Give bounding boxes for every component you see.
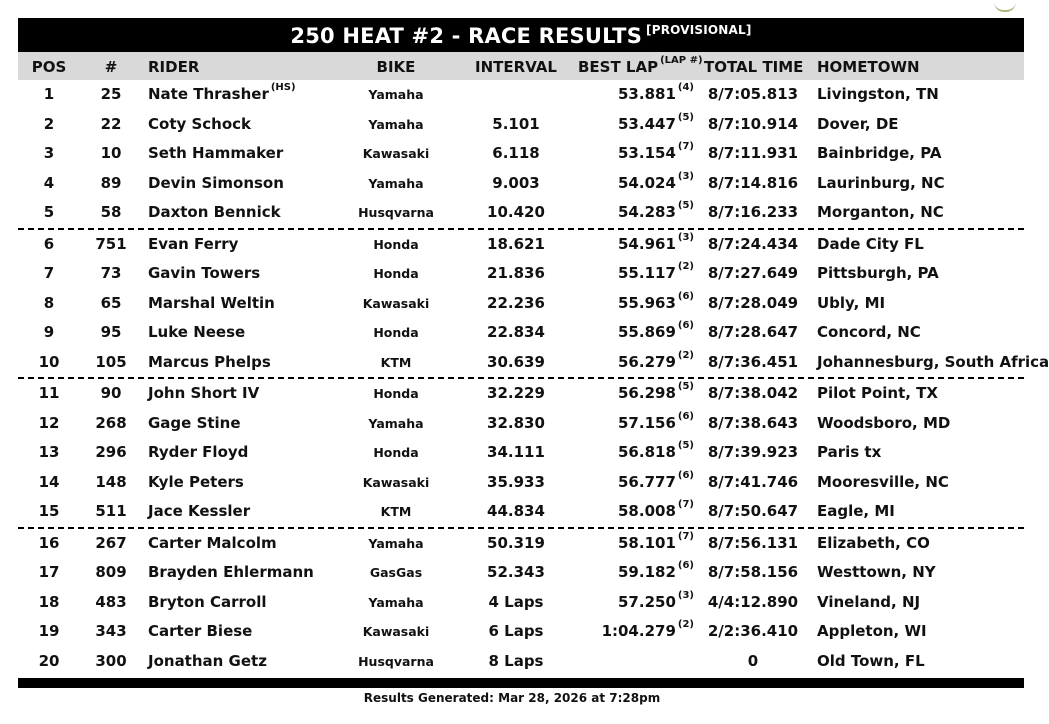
cell-interval: 22.834 xyxy=(487,323,545,341)
lap-number: (5) xyxy=(677,200,694,211)
cell-hometown: Elizabeth, CO xyxy=(817,533,930,552)
results-generated-footer: Results Generated: Mar 28, 2026 at 7:28pm xyxy=(363,691,661,705)
cell-hometown: Eagle, MI xyxy=(817,502,895,520)
lap-number: (6) xyxy=(677,320,694,331)
cell-number: 89 xyxy=(100,173,122,192)
cell-bike: KTM xyxy=(380,354,412,370)
cell-total-time: 4/4:12.890 xyxy=(707,592,799,611)
cell-interval: 34.111 xyxy=(487,443,545,461)
header-rider: RIDER xyxy=(148,58,200,76)
cell-hometown: Dade City FL xyxy=(817,234,924,253)
cell-rider: Jonathan Getz xyxy=(148,651,267,670)
cell-best-lap: 54.024 $^{(3)}$ xyxy=(618,170,694,192)
cell-total-time: 8/7:10.914 xyxy=(707,114,799,133)
table-row xyxy=(18,80,1024,110)
cell-rider: Brayden Ehlermann xyxy=(148,563,314,581)
cell-best-lap: 54.961 $^{(3)}$ xyxy=(618,231,694,253)
cell-interval: 52.343 xyxy=(487,563,545,581)
cell-total-time: 8/7:38.042 xyxy=(707,384,799,402)
cell-bike: Honda xyxy=(373,236,419,252)
cell-bike: Yamaha xyxy=(368,87,424,102)
cell-best-lap: 54.283 $^{(5)}$ xyxy=(618,200,694,221)
cell-interval: 32.229 xyxy=(487,384,545,402)
table-row xyxy=(18,527,1024,559)
cell-hometown: Mooresville, NC xyxy=(817,472,949,491)
rider-tag: (HS) xyxy=(270,82,296,93)
cell-total-time: 8/7:28.049 xyxy=(707,293,799,312)
cell-pos: 19 xyxy=(38,622,60,640)
cell-hometown: Ubly, MI xyxy=(817,293,886,312)
cell-bike: Kawasaki xyxy=(362,624,430,639)
cell-number: 105 xyxy=(95,352,127,371)
cell-bike: Yamaha xyxy=(368,415,424,431)
lap-number: (4) xyxy=(677,82,694,93)
cell-rider: Marshal Weltin xyxy=(148,293,275,312)
cell-interval: 30.639 xyxy=(487,352,545,371)
provisional-tag: [PROVISIONAL] xyxy=(646,23,752,37)
cell-best-lap: 59.182 $^{(6)}$ xyxy=(618,560,694,581)
cell-best-lap: 56.818 $^{(5)}$ xyxy=(618,440,694,461)
table-row xyxy=(18,497,1024,527)
cell-total-time: 8/7:14.816 xyxy=(707,173,799,192)
lap-number: (7) xyxy=(677,499,694,510)
cell-best-lap: 56.279 $^{(2)}$ xyxy=(618,349,694,371)
cell-interval: 18.621 xyxy=(487,234,545,253)
table-row xyxy=(18,617,1024,647)
cell-number: 267 xyxy=(95,533,127,552)
table-row xyxy=(18,139,1024,169)
cell-rider: Carter Malcolm xyxy=(148,533,277,552)
cell-total-time: 8/7:36.451 xyxy=(707,352,799,371)
table-header xyxy=(18,52,1024,80)
header-pos: POS xyxy=(31,58,67,76)
cell-total-time: 8/7:41.746 xyxy=(707,472,799,491)
cell-hometown: Laurinburg, NC xyxy=(817,173,945,192)
header-total-time: TOTAL TIME xyxy=(704,58,804,76)
table-row xyxy=(18,318,1024,348)
lap-number: (7) xyxy=(677,141,694,152)
cell-number: 511 xyxy=(95,502,127,520)
cell-pos: 4 xyxy=(43,173,55,192)
table-row xyxy=(18,468,1024,498)
lap-number: (3) xyxy=(677,231,694,243)
cell-rider: Coty Schock xyxy=(148,114,252,133)
cell-number: 10 xyxy=(100,144,122,162)
cell-bike: KTM xyxy=(380,504,412,519)
cell-hometown: Morganton, NC xyxy=(817,203,944,221)
table-row xyxy=(18,348,1049,378)
cell-bike: Kawasaki xyxy=(362,474,430,490)
cell-number: 148 xyxy=(95,472,127,491)
cell-pos: 14 xyxy=(38,472,60,491)
cell-number: 268 xyxy=(95,413,127,432)
cell-number: 483 xyxy=(95,592,127,611)
cell-pos: 6 xyxy=(43,234,55,253)
cell-rider: Kyle Peters xyxy=(148,472,244,491)
lap-number: (6) xyxy=(677,290,694,302)
header-best-lap: BEST LAP $^{(LAP \#)}$ xyxy=(578,55,703,76)
header-bike: BIKE xyxy=(376,58,416,76)
table-row xyxy=(18,647,1024,677)
cell-bike: GasGas xyxy=(369,565,423,580)
cell-interval: 35.933 xyxy=(487,472,545,491)
lap-number: (6) xyxy=(677,560,694,571)
cell-best-lap: 56.298 $^{(5)}$ xyxy=(618,381,694,402)
cell-total-time: 8/7:16.233 xyxy=(707,203,799,221)
table-row xyxy=(18,259,1024,289)
cell-interval: 6.118 xyxy=(492,144,540,162)
cell-bike: Yamaha xyxy=(368,116,424,132)
cell-rider: Bryton Carroll xyxy=(148,592,267,611)
cell-pos: 11 xyxy=(38,384,60,402)
cell-pos: 10 xyxy=(38,352,60,371)
cell-interval: 32.830 xyxy=(487,413,545,432)
table-row xyxy=(18,377,1024,409)
cell-number: 25 xyxy=(100,85,122,103)
cell-pos: 5 xyxy=(43,203,55,221)
lap-number: (3) xyxy=(677,170,694,182)
cell-interval: 44.834 xyxy=(487,502,545,520)
cell-number: 22 xyxy=(100,114,122,133)
cell-hometown: Appleton, WI xyxy=(817,622,927,640)
cell-rider: Gage Stine xyxy=(148,413,241,432)
lap-number: (7) xyxy=(677,530,694,542)
cell-hometown: Bainbridge, PA xyxy=(817,144,942,162)
cell-pos: 15 xyxy=(38,502,60,520)
table-row xyxy=(18,169,1024,199)
table-row xyxy=(18,110,1024,140)
cell-pos: 8 xyxy=(43,293,55,312)
cell-best-lap xyxy=(578,652,694,670)
table-row xyxy=(18,198,1024,228)
cell-hometown: Dover, DE xyxy=(817,114,899,133)
bottom-bar xyxy=(18,678,1024,688)
cell-best-lap: 55.117 $^{(2)}$ xyxy=(618,261,694,282)
cell-rider: Evan Ferry xyxy=(148,234,239,253)
cell-best-lap: 57.250 $^{(3)}$ xyxy=(618,589,694,611)
lap-number: (5) xyxy=(677,111,694,123)
cell-rider: Jace Kessler xyxy=(148,502,251,520)
header-hometown: HOMETOWN xyxy=(817,58,920,76)
cell-hometown: Livingston, TN xyxy=(817,85,939,103)
cell-pos: 16 xyxy=(38,533,60,552)
cell-interval: 8 Laps xyxy=(488,651,544,670)
cell-pos: 7 xyxy=(43,264,55,282)
header-number: # xyxy=(104,58,118,76)
cell-bike: Husqvarna xyxy=(358,653,434,669)
cell-interval: 22.236 xyxy=(487,293,545,312)
cell-pos: 3 xyxy=(43,144,55,162)
cell-number: 95 xyxy=(100,323,122,341)
cell-hometown: Pittsburgh, PA xyxy=(817,264,939,282)
cell-interval: 21.836 xyxy=(487,264,545,282)
cell-total-time: 8/7:11.931 xyxy=(707,144,799,162)
cell-pos: 2 xyxy=(43,114,55,133)
cell-best-lap: 55.869 $^{(6)}$ xyxy=(618,320,694,341)
cell-rider: Ryder Floyd xyxy=(148,443,249,461)
cell-hometown: Old Town, FL xyxy=(817,651,925,670)
cell-bike: Honda xyxy=(373,325,419,340)
cell-number: 73 xyxy=(100,264,122,282)
cell-total-time: 8/7:28.647 xyxy=(707,323,799,341)
lap-number: (2) xyxy=(677,619,694,630)
cell-interval: 9.003 xyxy=(492,173,540,192)
cell-pos: 12 xyxy=(38,413,60,432)
cell-number: 751 xyxy=(95,234,127,253)
table-row xyxy=(18,558,1024,588)
lap-number: (5) xyxy=(677,440,694,451)
cell-best-lap: 55.963 $^{(6)}$ xyxy=(618,290,694,312)
cell-bike: Kawasaki xyxy=(362,146,430,161)
cell-hometown: Woodsboro, MD xyxy=(817,413,951,432)
cell-pos: 1 xyxy=(43,85,55,103)
cell-interval: 6 Laps xyxy=(488,622,544,640)
cell-total-time: 8/7:24.434 xyxy=(707,234,799,253)
cell-interval: 10.420 xyxy=(487,203,545,221)
table-row xyxy=(18,228,1024,260)
results-document xyxy=(18,18,1049,688)
cell-interval: 4 Laps xyxy=(488,592,544,611)
cell-number: 296 xyxy=(95,443,127,461)
lap-number: (6) xyxy=(677,469,694,481)
cell-rider: Luke Neese xyxy=(148,323,246,341)
cell-hometown: Vineland, NJ xyxy=(817,592,921,611)
cell-rider: Marcus Phelps xyxy=(148,352,271,371)
cell-rider: Gavin Towers xyxy=(148,264,261,282)
cell-number: 58 xyxy=(100,203,122,221)
cell-total-time: 8/7:56.131 xyxy=(707,533,799,552)
cell-total-time: 8/7:05.813 xyxy=(707,85,799,103)
table-row xyxy=(18,438,1024,468)
cell-pos: 18 xyxy=(38,592,60,611)
cell-bike: Kawasaki xyxy=(362,295,430,311)
header-interval: INTERVAL xyxy=(475,58,557,76)
cell-interval: 5.101 xyxy=(492,114,540,133)
table-row xyxy=(18,289,1024,319)
cell-best-lap: 58.008 $^{(7)}$ xyxy=(618,499,694,520)
cell-best-lap: 53.881 $^{(4)}$ xyxy=(618,82,694,103)
lap-number: (3) xyxy=(677,589,694,601)
table-row xyxy=(18,588,1024,618)
cell-rider: Devin Simonson xyxy=(148,173,284,192)
cell-best-lap: 1:04.279 $^{(2)}$ xyxy=(601,619,694,640)
cell-rider: Carter Biese xyxy=(148,622,253,640)
lap-number: (2) xyxy=(677,349,694,361)
cell-total-time: 8/7:39.923 xyxy=(707,443,799,461)
cell-bike: Yamaha xyxy=(368,175,424,191)
cell-best-lap: 58.101 $^{(7)}$ xyxy=(618,530,694,552)
page-title: 250 HEAT #2 - RACE RESULTS xyxy=(290,24,643,48)
lap-number: (2) xyxy=(677,261,694,272)
cell-hometown: Paris tx xyxy=(817,443,882,461)
cell-best-lap: 56.777 $^{(6)}$ xyxy=(618,469,694,491)
cell-number: 809 xyxy=(95,563,127,581)
cell-bike: Yamaha xyxy=(368,594,424,610)
cell-bike: Honda xyxy=(373,386,419,401)
cell-hometown: Johannesburg, South Africa xyxy=(817,352,1049,371)
cell-rider: Seth Hammaker xyxy=(148,144,284,162)
title-bar xyxy=(18,18,1024,52)
cell-interval: 50.319 xyxy=(487,533,545,552)
cell-bike: Husqvarna xyxy=(358,205,434,220)
cell-number: 65 xyxy=(100,293,122,312)
cell-pos: 9 xyxy=(43,323,55,341)
cell-rider: John Short IV xyxy=(148,384,260,402)
table-row xyxy=(18,409,1024,439)
cell-total-time: 8/7:58.156 xyxy=(707,563,799,581)
cell-best-lap: 53.154 $^{(7)}$ xyxy=(618,141,694,162)
cell-pos: 17 xyxy=(38,563,60,581)
cell-number: 90 xyxy=(100,384,122,402)
cell-pos: 20 xyxy=(38,651,60,670)
cell-hometown: Concord, NC xyxy=(817,323,921,341)
cell-rider: Daxton Bennick xyxy=(148,203,281,221)
lap-number: (6) xyxy=(677,410,694,422)
cell-total-time: 8/7:38.643 xyxy=(707,413,799,432)
cell-bike: Yamaha xyxy=(368,535,424,551)
cell-hometown: Westtown, NY xyxy=(817,563,936,581)
cell-best-lap: 57.156 $^{(6)}$ xyxy=(618,410,694,432)
results-table-body xyxy=(18,80,1049,676)
cell-total-time: 8/7:50.647 xyxy=(707,502,799,520)
cell-hometown: Pilot Point, TX xyxy=(817,384,938,402)
cell-rider: Nate Thrasher $^{(HS)}$ xyxy=(148,82,296,103)
cell-total-time: 2/2:36.410 xyxy=(707,622,799,640)
cell-bike: Honda xyxy=(373,266,419,281)
cell-best-lap: 53.447 $^{(5)}$ xyxy=(618,111,694,133)
cell-number: 343 xyxy=(95,622,127,640)
cell-number: 300 xyxy=(95,651,127,670)
cell-bike: Honda xyxy=(373,445,419,460)
lap-number: (5) xyxy=(677,381,694,392)
logo-fragment xyxy=(994,0,1016,12)
cell-total-time: 0 xyxy=(747,651,759,670)
cell-pos: 13 xyxy=(38,443,60,461)
cell-total-time: 8/7:27.649 xyxy=(707,264,799,282)
